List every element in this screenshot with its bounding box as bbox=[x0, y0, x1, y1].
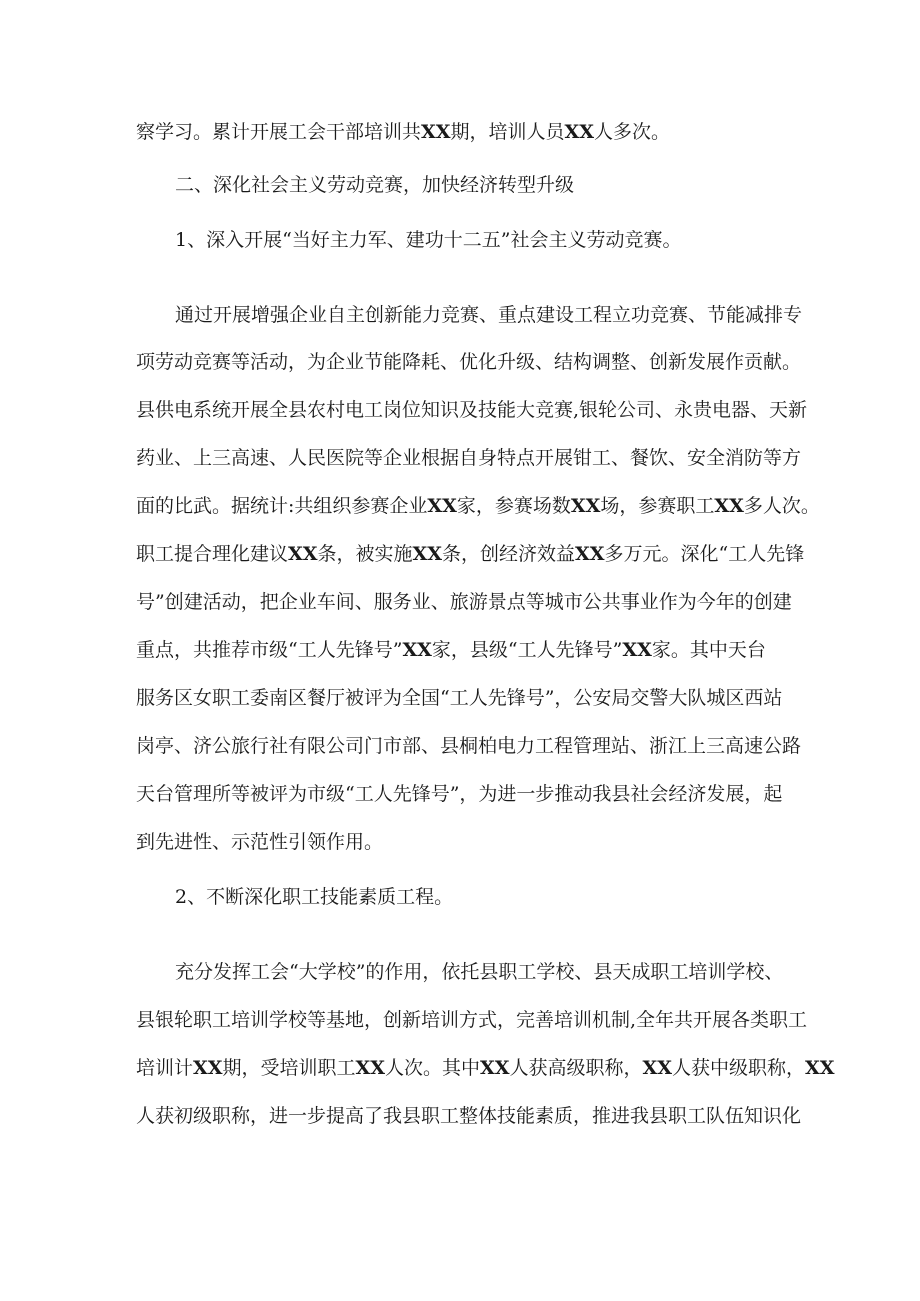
para1-line-11: 天台管理所等被评为市级“工人先锋号”，为进一步推动我县社会经济发展，起 bbox=[136, 783, 783, 805]
para1-line-12: 到先进性、示范性引领作用。 bbox=[136, 831, 384, 853]
continuation-line: 察学习。累计开展工会干部培训共XX期，培训人员XX人多次。 bbox=[136, 121, 671, 143]
para1-line-1: 通过开展增强企业自主创新能力竞赛、重点建设工程立功竞赛、节能减排专 bbox=[175, 304, 803, 326]
para2-line-2: 县银轮职工培训学校等基地，创新培训方式，完善培训机制,全年共开展各类职工 bbox=[136, 1009, 808, 1031]
para1-line-2: 项劳动竞赛等活动，为企业节能降耗、优化升级、结构调整、创新发展作贡献。 bbox=[136, 351, 802, 373]
para1-line-5: 面的比武。据统计:共组织参赛企业XX家，参赛场数XX场，参赛职工XX多人次。 bbox=[136, 495, 820, 517]
para1-line-4: 药业、上三高速、人民医院等企业根据自身特点开展钳工、餐饮、安全消防等方 bbox=[136, 447, 802, 469]
para1-line-6: 职工提合理化建议XX条，被实施XX条，创经济效益XX多万元。深化“工人先锋 bbox=[136, 543, 805, 565]
para1-line-10: 岗亭、济公旅行社有限公司门市部、县桐柏电力工程管理站、浙江上三高速公路 bbox=[136, 735, 802, 757]
section-heading: 二、深化社会主义劳动竞赛，加快经济转型升级 bbox=[175, 174, 575, 196]
para2-line-4: 人获初级职称，进一步提高了我县职工整体技能素质，推进我县职工队伍知识化 bbox=[136, 1105, 802, 1127]
para1-line-7: 号”创建活动，把企业车间、服务业、旅游景点等城市公共事业作为今年的创建 bbox=[136, 591, 792, 613]
para2-line-1: 充分发挥工会“大学校”的作用，依托县职工学校、县天成职工培训学校、 bbox=[175, 961, 784, 983]
para1-line-8: 重点，共推荐市级“工人先锋号”XX家，县级“工人先锋号”XX家。其中天台 bbox=[136, 639, 766, 661]
item-2-heading: 2、不断深化职工技能素质工程。 bbox=[175, 886, 454, 908]
item-1-heading: 1、深入开展“当好主力军、建功十二五”社会主义劳动竞赛。 bbox=[175, 229, 682, 251]
para1-line-9: 服务区女职工委南区餐厅被评为全国“工人先锋号”，公安局交警大队城区西站 bbox=[136, 687, 783, 709]
para2-line-3: 培训计XX期，受培训职工XX人次。其中XX人获高级职称，XX人获中级职称，XX bbox=[136, 1057, 835, 1079]
para1-line-3: 县供电系统开展全县农村电工岗位知识及技能大竞赛,银轮公司、永贵电器、天新 bbox=[136, 399, 808, 421]
